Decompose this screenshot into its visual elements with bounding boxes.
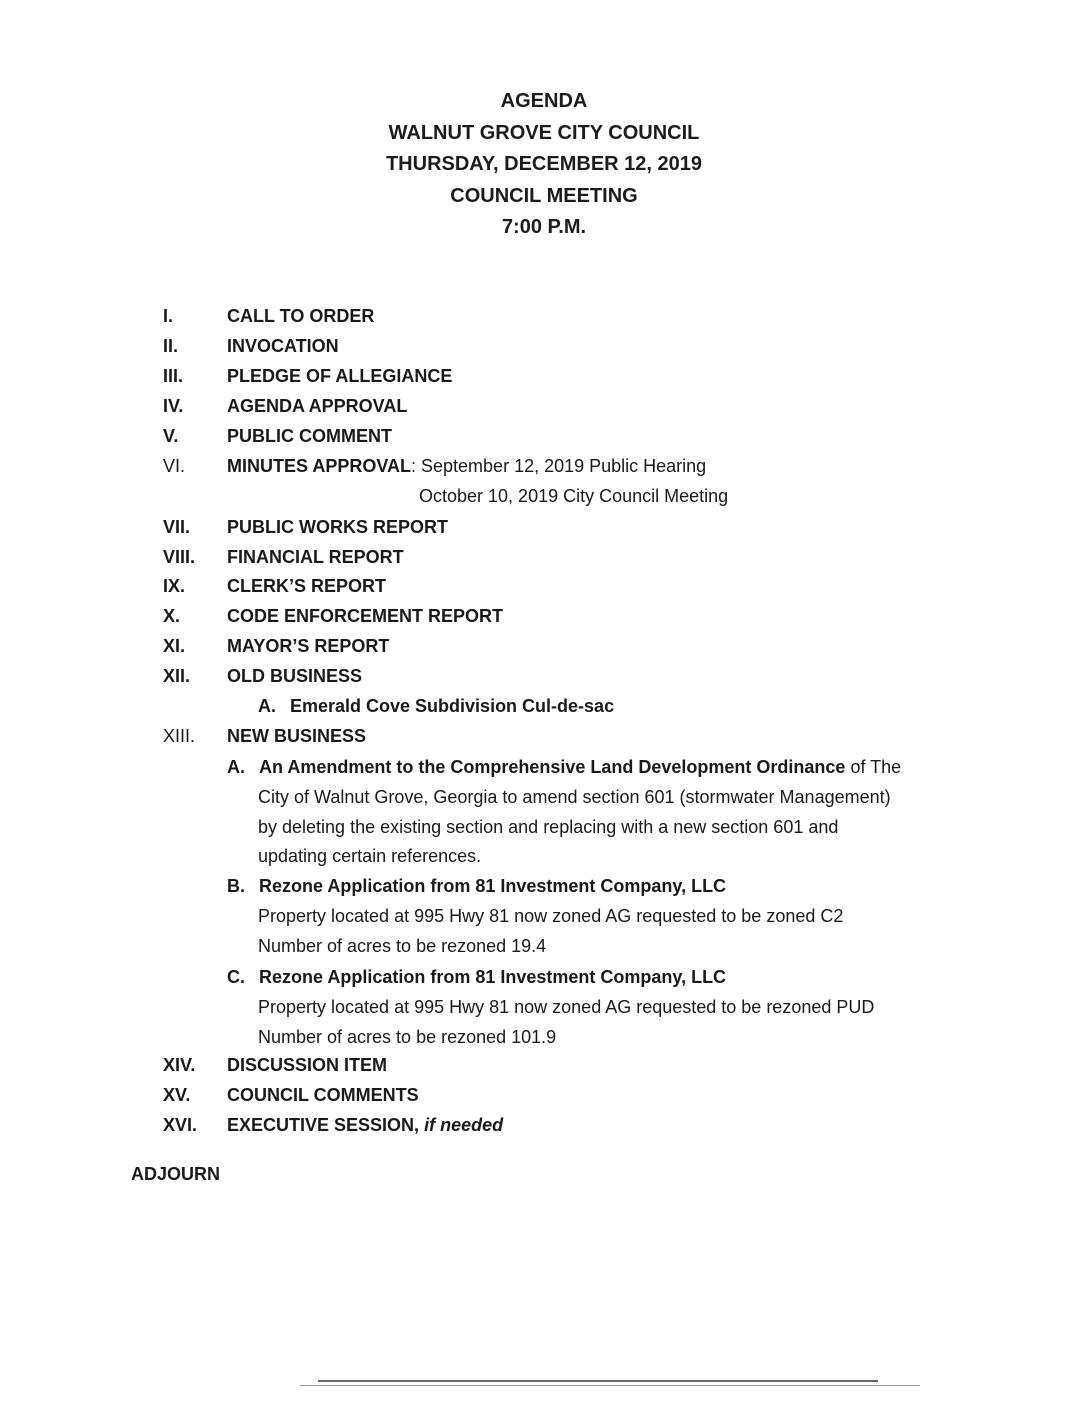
sub-item-letter: B. [227,876,245,896]
sub-item-title: Rezone Application from 81 Investment Company, LLC [259,967,727,987]
item-number: XII. [163,666,191,686]
scan-edge-line-secondary [300,1385,920,1386]
sub-item-title-rest: of The [845,757,902,777]
item-title: COUNCIL COMMENTS [227,1085,419,1105]
header-council-name: WALNUT GROVE CITY COUNCIL [388,121,700,144]
item-number: XV. [163,1085,191,1105]
item-detail-italic: if needed [424,1115,504,1135]
new-business-item-c [227,962,987,992]
old-business-item-a [258,691,858,721]
item-title: PUBLIC COMMENT [227,426,392,446]
sub-item-title [259,752,901,782]
item-number: IV. [163,396,184,416]
item-number: III. [163,366,184,386]
header-meeting-type: COUNCIL MEETING [450,184,638,207]
item-number: VII. [163,517,191,537]
item-number: XIV. [163,1055,196,1075]
sub-item-title-text: An Amendment to the Comprehensive Land Development Ordinance [259,757,846,777]
new-business-a-line-4: updating certain references. [258,846,482,866]
item-title [227,451,706,481]
item-number: VIII. [163,547,196,567]
item-title: PLEDGE OF ALLEGIANCE [227,366,453,386]
item-title-text: MINUTES APPROVAL [227,456,412,476]
item-number: I. [163,306,174,326]
scan-edge-line [318,1380,878,1382]
header-agenda: AGENDA [500,90,588,112]
item-number: V. [163,426,179,446]
agenda-header [0,86,1088,244]
new-business-item-a [227,752,987,782]
item-number: XIII. [163,726,196,746]
item-number: XVI. [163,1115,198,1135]
item-number: II. [163,336,179,356]
new-business-b-line-2: Property located at 995 Hwy 81 now zoned AG requested to be zoned C2 [258,906,844,926]
item-detail: : September 12, 2019 Public Hearing [411,456,707,476]
item-number: XI. [163,636,186,656]
item-title: NEW BUSINESS [227,726,367,746]
item-title [227,1110,503,1140]
adjourn-label: ADJOURN [131,1164,221,1184]
sub-item-letter: A. [258,696,276,716]
header-time: 7:00 P.M. [501,216,587,238]
item-title: AGENDA APPROVAL [227,396,408,416]
sub-item-title: Rezone Application from 81 Investment Company, LLC [259,876,727,896]
minutes-approval-detail-2: October 10, 2019 City Council Meeting [419,486,729,506]
item-number: X. [163,606,181,626]
sub-item-title: Emerald Cove Subdivision Cul-de-sac [290,696,615,716]
header-date: THURSDAY, DECEMBER 12, 2019 [385,153,703,175]
new-business-c-line-3: Number of acres to be rezoned 101.9 [258,1027,557,1047]
item-title: CALL TO ORDER [227,306,375,326]
item-number: VI. [163,456,186,476]
item-title: CODE ENFORCEMENT REPORT [227,606,504,626]
sub-item-letter: A. [227,757,245,777]
item-title-text: EXECUTIVE SESSION, [227,1115,420,1135]
new-business-a-line-3: by deleting the existing section and replacing with a new section 601 and [258,817,839,837]
item-title: PUBLIC WORKS REPORT [227,517,449,537]
item-title: INVOCATION [227,336,339,356]
item-title: CLERK’S REPORT [227,576,387,596]
item-title: FINANCIAL REPORT [227,547,404,567]
new-business-item-b [227,871,987,901]
sub-item-letter: C. [227,967,245,987]
item-title: OLD BUSINESS [227,666,363,686]
new-business-b-line-3: Number of acres to be rezoned 19.4 [258,936,547,956]
item-title: MAYOR’S REPORT [227,636,390,656]
item-number: IX. [163,576,186,596]
new-business-c-line-2: Property located at 995 Hwy 81 now zoned AG requested to be rezoned PUD [258,997,875,1017]
new-business-a-line-2: City of Walnut Grove, Georgia to amend section 601 (stormwater Management) [258,787,891,807]
item-title: DISCUSSION ITEM [227,1055,388,1075]
